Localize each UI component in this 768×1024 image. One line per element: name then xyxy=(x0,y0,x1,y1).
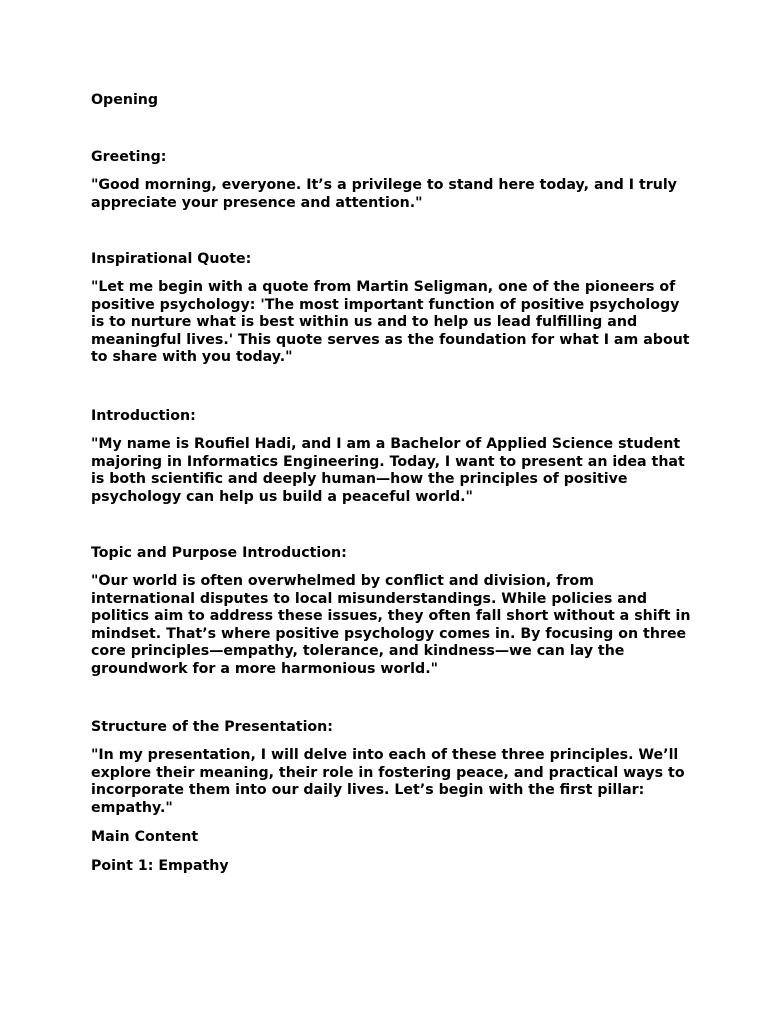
greeting-text: "Good morning, everyone. It’s a privilege to stand here today, and I truly appreciate your presence and attention." xyxy=(91,177,677,211)
structure-text: "In my presentation, I will delve into each of these three principles. We’ll explore their meaning, their role in fostering peace, and practical ways to incorporate them into our daily lives. Let’s begin with the first pillar: empathy." xyxy=(91,747,685,816)
main-content-heading: Main Content xyxy=(91,829,199,845)
introduction-label: Introduction: xyxy=(91,408,196,424)
opening-heading: Opening xyxy=(91,92,159,108)
introduction-text: "My name is Roufiel Hadi, and I am a Bachelor of Applied Science student majoring in Informatics Engineering. Today, I want to present an idea that is both scientific and deeply human—how the principles of positive psychology can help us build a peaceful world." xyxy=(91,436,685,505)
topic-label: Topic and Purpose Introduction: xyxy=(91,545,347,561)
greeting-label: Greeting: xyxy=(91,149,167,165)
quote-text: "Let me begin with a quote from Martin Seligman, one of the pioneers of positive psychology: 'The most important function of positive psychology is to nurture what is best within us and to help us lead fulfilling and meaningful lives.' This quote serves as the foundation for what I am about to share with you today." xyxy=(91,279,690,366)
point1-heading: Point 1: Empathy xyxy=(91,858,229,874)
quote-label: Inspirational Quote: xyxy=(91,251,252,267)
topic-text: "Our world is often overwhelmed by conflict and division, from international disputes to local misunderstandings. While policies and politics aim to address these issues, they often fall short without a shift in mindset. That’s where positive psychology comes in. By focusing on three core principles—empathy, tolerance, and kindness—we can lay the groundwork for a more harmonious world." xyxy=(91,573,691,677)
structure-label: Structure of the Presentation: xyxy=(91,719,333,735)
